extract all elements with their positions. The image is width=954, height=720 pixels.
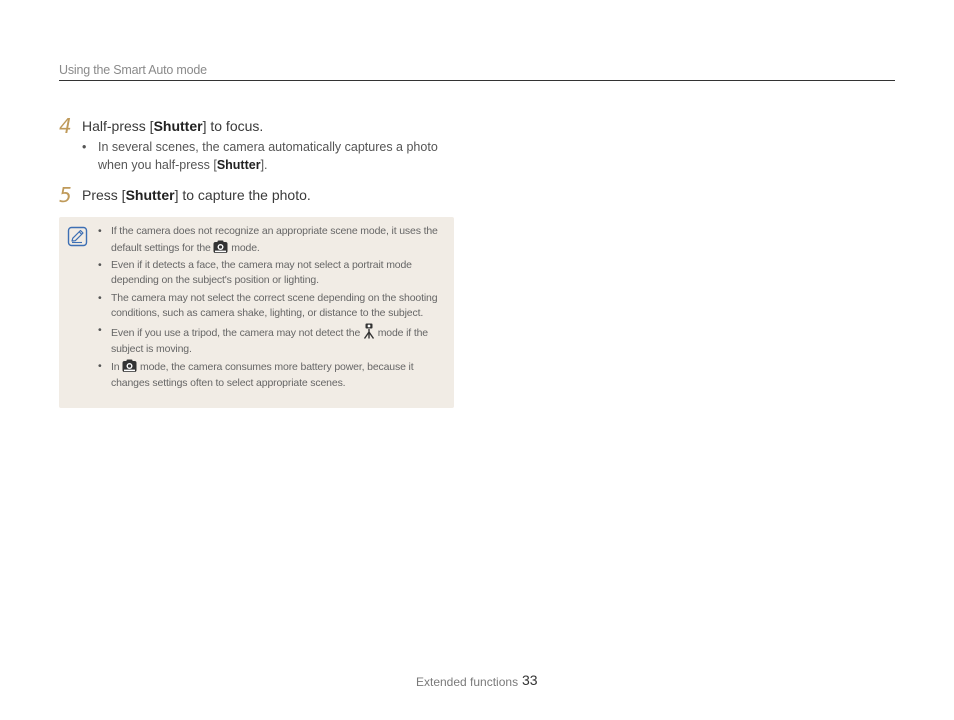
tripod-mode-icon xyxy=(363,323,375,339)
bullet-text: In several scenes, the camera automatically captures a photo when you half-press [Shutter]. xyxy=(98,140,438,172)
note-pencil-icon xyxy=(67,226,88,247)
page-number: 33 xyxy=(522,672,538,688)
page-header-title: Using the Smart Auto mode xyxy=(59,63,207,77)
bullet-dot: • xyxy=(82,140,87,154)
header-divider xyxy=(59,80,895,81)
smart-auto-mode-icon xyxy=(122,359,137,373)
smart-auto-mode-icon xyxy=(213,240,228,254)
shutter-key-label: Shutter xyxy=(216,158,261,172)
note-box xyxy=(59,217,454,408)
shutter-key-label: Shutter xyxy=(125,187,175,203)
step-number: 4 xyxy=(59,114,72,138)
step-text: Half-press [Shutter] to focus. xyxy=(82,118,264,134)
note-item: • Even if you use a tripod, the camera may not detect the mode if the subject is moving. xyxy=(98,324,428,355)
step-number: 5 xyxy=(59,183,72,207)
note-list xyxy=(98,224,448,393)
shutter-key-label: Shutter xyxy=(153,118,203,134)
note-item: • Even if it detects a face, the camera may not select a portrait mode depending on the subject's position or lighting. xyxy=(98,258,412,287)
step-text: Press [Shutter] to capture the photo. xyxy=(82,187,311,203)
footer-section-label: Extended functions xyxy=(416,675,519,689)
note-item: • The camera may not select the correct scene depending on the shooting conditions, such as camera shake, lighting, or distance to the subject. xyxy=(98,291,438,320)
note-item: • In mode, the camera consumes more battery power, because it changes settings often to select appropriate scenes. xyxy=(98,360,414,389)
note-item: • If the camera does not recognize an appropriate scene mode, it uses the default settings for the mode. xyxy=(98,225,438,254)
